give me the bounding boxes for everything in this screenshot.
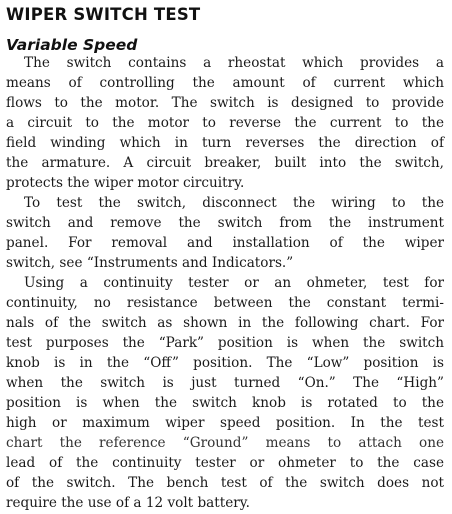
paragraph-3-line-8: high or maximum wiper speed position. In the test	[6, 415, 444, 431]
paragraph-2-line-3: panel. For removal and installation of the wiper	[6, 235, 444, 251]
paragraph-3-line-10: lead of the continuity tester or ohmeter to the case	[6, 455, 444, 471]
paragraph-1-line-2: means of controlling the amount of current which	[6, 75, 444, 91]
paragraph-2-line-4: switch, see “Instruments and Indicators.”	[6, 255, 294, 271]
paragraph-3-line-7: position is when the switch knob is rotated to the	[6, 395, 444, 411]
paragraph-3-line-5: knob is in the “Off” position. The “Low” position is	[6, 355, 444, 371]
paragraph-2-line-2: switch and remove the switch from the instrument	[6, 215, 444, 231]
paragraph-1-line-5: field winding which in turn reverses the direction of	[6, 135, 444, 151]
section-subtitle: Variable Speed	[6, 36, 138, 54]
paragraph-3-line-11: of the switch. The bench test of the switch does not	[6, 475, 444, 491]
paragraph-1-line-3: flows to the motor. The switch is designed to provide	[6, 95, 444, 111]
paragraph-3-line-2: continuity, no resistance between the constant termi-	[6, 295, 444, 311]
paragraph-3-line-9: chart the reference “Ground” means to attach one	[6, 435, 444, 451]
paragraph-3-line-3: nals of the switch as shown in the following chart. For	[6, 315, 444, 331]
paragraph-1-line-4: a circuit to the motor to reverse the current to the	[6, 115, 444, 131]
paragraph-1-line-1: The switch contains a rheostat which provides a	[24, 55, 444, 71]
paragraph-1-line-7: protects the wiper motor circuitry.	[6, 175, 245, 191]
paragraph-3-line-12: require the use of a 12 volt battery.	[6, 495, 250, 511]
paragraph-3-line-1: Using a continuity tester or an ohmeter, test for	[24, 275, 444, 291]
paragraph-3-line-4: test purposes the “Park” position is when the switch	[6, 335, 444, 351]
paragraph-3-line-6: when the switch is just turned “On.” The “High”	[6, 375, 444, 391]
paragraph-1-line-6: the armature. A circuit breaker, built into the switch,	[6, 155, 444, 171]
paragraph-2-line-1: To test the switch, disconnect the wiring to the	[24, 195, 444, 211]
section-title: WIPER SWITCH TEST	[6, 5, 201, 24]
